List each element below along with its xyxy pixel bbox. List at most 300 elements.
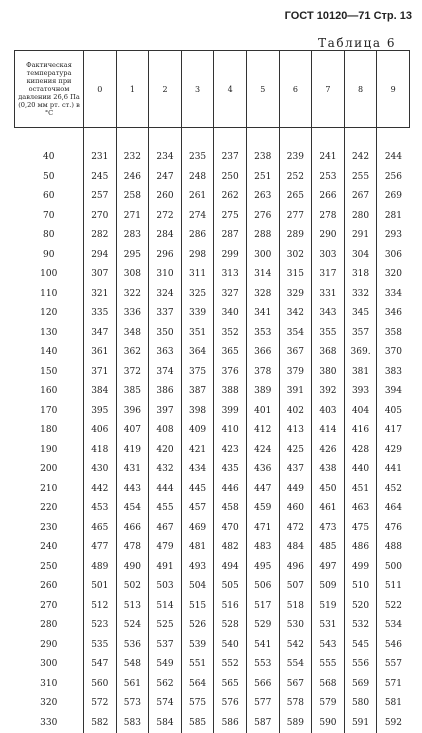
temperature-cell: 50 [43,171,55,182]
value-cell: 261 [181,187,214,207]
value-cell: 239 [279,148,312,168]
value-cell: 526 [181,616,214,636]
temperature-cell: 200 [40,464,58,475]
value-cell: 560 [84,674,117,694]
value-cell: 389 [246,382,279,402]
value-cell: 340 [214,304,247,324]
value-cell: 307 [84,265,117,285]
value-cell: 450 [312,479,345,499]
table-row [15,226,410,246]
value-cell: 412 [246,421,279,441]
value-cell: 589 [279,713,312,733]
value-cell: 556 [344,655,377,675]
value-cell: 267 [344,187,377,207]
table-row [15,557,410,577]
value-cell: 494 [214,557,247,577]
value-cell: 434 [181,460,214,480]
value-cell: 282 [84,226,117,246]
temperature-cell: 220 [40,503,58,514]
table-row [15,167,410,187]
value-cell: 530 [279,616,312,636]
table-row [15,499,410,519]
value-cell: 258 [116,187,149,207]
value-cell: 300 [246,245,279,265]
value-cell: 335 [84,304,117,324]
value-cell: 454 [116,499,149,519]
value-cell: 574 [149,694,182,714]
value-cell: 529 [246,616,279,636]
value-cell: 284 [149,226,182,246]
value-cell: 355 [312,323,345,343]
value-cell: 248 [181,167,214,187]
value-cell: 306 [377,245,410,265]
value-cell: 577 [246,694,279,714]
value-cell: 483 [246,538,279,558]
value-cell: 288 [246,226,279,246]
value-cell: 515 [181,596,214,616]
value-cell: 575 [181,694,214,714]
value-cell: 469 [181,518,214,538]
value-cell: 252 [279,167,312,187]
value-cell: 354 [279,323,312,343]
value-cell: 317 [312,265,345,285]
temperature-cell: 160 [40,386,58,397]
temperature-cell: 270 [40,600,58,611]
temperature-cell: 80 [43,230,55,241]
value-cell: 491 [149,557,182,577]
value-cell: 467 [149,518,182,538]
value-cell: 406 [84,421,117,441]
value-cell: 590 [312,713,345,733]
value-cell: 401 [246,401,279,421]
table-row [15,635,410,655]
value-cell: 357 [344,323,377,343]
value-cell: 537 [149,635,182,655]
value-cell: 295 [116,245,149,265]
value-cell: 423 [214,440,247,460]
value-cell: 573 [116,694,149,714]
column-header-9: 9 [377,51,410,128]
value-cell: 358 [377,323,410,343]
value-cell: 499 [344,557,377,577]
value-cell: 431 [116,460,149,480]
temperature-cell: 170 [40,405,58,416]
value-cell: 572 [84,694,117,714]
value-cell: 381 [344,362,377,382]
temperature-cell: 190 [40,444,58,455]
value-cell: 490 [116,557,149,577]
value-cell: 509 [312,577,345,597]
value-cell: 426 [312,440,345,460]
value-cell: 569 [344,674,377,694]
value-cell: 421 [181,440,214,460]
value-cell: 310 [149,265,182,285]
value-cell: 582 [84,713,117,733]
column-header-3: 3 [181,51,214,128]
value-cell: 370 [377,343,410,363]
value-cell: 514 [149,596,182,616]
table-row [15,245,410,265]
value-cell: 477 [84,538,117,558]
value-cell: 327 [214,284,247,304]
value-cell: 539 [181,635,214,655]
value-cell: 402 [279,401,312,421]
value-cell: 321 [84,284,117,304]
value-cell: 522 [377,596,410,616]
column-header-7: 7 [312,51,345,128]
value-cell: 524 [116,616,149,636]
value-cell: 484 [279,538,312,558]
column-header-2: 2 [149,51,182,128]
table-row [15,674,410,694]
value-cell: 413 [279,421,312,441]
value-cell: 489 [84,557,117,577]
value-cell: 464 [377,499,410,519]
value-cell: 568 [312,674,345,694]
value-cell: 238 [246,148,279,168]
value-cell: 471 [246,518,279,538]
value-cell: 363 [149,343,182,363]
column-header-8: 8 [344,51,377,128]
table-row [15,304,410,324]
value-cell: 502 [116,577,149,597]
value-cell: 553 [246,655,279,675]
value-cell: 543 [312,635,345,655]
value-cell: 476 [377,518,410,538]
value-cell: 438 [312,460,345,480]
value-cell: 497 [312,557,345,577]
value-cell: 504 [181,577,214,597]
value-cell: 369. [344,343,377,363]
value-cell: 332 [344,284,377,304]
value-cell: 546 [377,635,410,655]
value-cell: 241 [312,148,345,168]
value-cell: 255 [344,167,377,187]
value-cell: 396 [116,401,149,421]
column-header-4: 4 [214,51,247,128]
value-cell: 587 [246,713,279,733]
value-cell: 440 [344,460,377,480]
value-cell: 245 [84,167,117,187]
value-cell: 375 [181,362,214,382]
document-header: ГОСТ 10120—71 Стр. 13 [284,10,412,22]
value-cell: 583 [116,713,149,733]
value-cell: 298 [181,245,214,265]
table-row [15,206,410,226]
value-cell: 510 [344,577,377,597]
value-cell: 420 [149,440,182,460]
value-cell: 571 [377,674,410,694]
value-cell: 564 [181,674,214,694]
value-cell: 345 [344,304,377,324]
value-cell: 351 [181,323,214,343]
value-cell: 303 [312,245,345,265]
value-cell: 447 [246,479,279,499]
value-cell: 391 [279,382,312,402]
value-cell: 408 [149,421,182,441]
value-cell: 395 [84,401,117,421]
value-cell: 466 [116,518,149,538]
value-cell: 311 [181,265,214,285]
value-cell: 580 [344,694,377,714]
temperature-cell: 70 [43,210,55,221]
value-cell: 520 [344,596,377,616]
value-cell: 485 [312,538,345,558]
value-cell: 536 [116,635,149,655]
value-cell: 231 [84,148,117,168]
value-cell: 388 [214,382,247,402]
temperature-cell: 260 [40,581,58,592]
value-cell: 337 [149,304,182,324]
table-row [15,382,410,402]
value-cell: 555 [312,655,345,675]
value-cell: 342 [279,304,312,324]
value-cell: 281 [377,206,410,226]
value-cell: 463 [344,499,377,519]
value-cell: 392 [312,382,345,402]
temperature-cell: 150 [40,366,58,377]
value-cell: 545 [344,635,377,655]
value-cell: 475 [344,518,377,538]
value-cell: 592 [377,713,410,733]
value-cell: 591 [344,713,377,733]
temperature-cell: 240 [40,542,58,553]
value-cell: 250 [214,167,247,187]
column-header-5: 5 [246,51,279,128]
column-header-0: 0 [84,51,117,128]
value-cell: 541 [246,635,279,655]
value-cell: 294 [84,245,117,265]
value-cell: 424 [246,440,279,460]
value-cell: 429 [377,440,410,460]
row-header-cell: Фактическая температура кипения при остаточном давлении 26,6 Па (0,20 мм рт. ст.) в °С [15,51,84,128]
value-cell: 291 [344,226,377,246]
value-cell: 364 [181,343,214,363]
table-row [15,460,410,480]
value-cell: 407 [116,421,149,441]
value-cell: 304 [344,245,377,265]
value-cell: 441 [377,460,410,480]
table-row [15,694,410,714]
value-cell: 266 [312,187,345,207]
value-cell: 384 [84,382,117,402]
value-cell: 242 [344,148,377,168]
value-cell: 376 [214,362,247,382]
value-cell: 341 [246,304,279,324]
value-cell: 276 [246,206,279,226]
value-cell: 435 [214,460,247,480]
value-cell: 383 [377,362,410,382]
value-cell: 542 [279,635,312,655]
value-cell: 271 [116,206,149,226]
value-cell: 393 [344,382,377,402]
value-cell: 584 [149,713,182,733]
value-cell: 289 [279,226,312,246]
value-cell: 461 [312,499,345,519]
value-cell: 416 [344,421,377,441]
value-cell: 380 [312,362,345,382]
value-cell: 410 [214,421,247,441]
value-cell: 453 [84,499,117,519]
value-cell: 516 [214,596,247,616]
value-cell: 482 [214,538,247,558]
value-cell: 280 [344,206,377,226]
value-cell: 232 [116,148,149,168]
table-row [15,343,410,363]
value-cell: 452 [377,479,410,499]
value-cell: 460 [279,499,312,519]
table-row [15,187,410,207]
value-cell: 269 [377,187,410,207]
table-row [15,323,410,343]
value-cell: 346 [377,304,410,324]
table-row [15,362,410,382]
temperature-cell: 130 [40,327,58,338]
value-cell: 495 [246,557,279,577]
value-cell: 328 [246,284,279,304]
temperature-cell: 180 [40,425,58,436]
value-cell: 486 [344,538,377,558]
temperature-cell: 330 [40,717,58,728]
temperature-cell: 40 [43,152,55,163]
value-cell: 449 [279,479,312,499]
value-cell: 414 [312,421,345,441]
value-cell: 511 [377,577,410,597]
table-row [15,401,410,421]
value-cell: 246 [116,167,149,187]
value-cell: 561 [116,674,149,694]
value-cell: 451 [344,479,377,499]
value-cell: 322 [116,284,149,304]
value-cell: 576 [214,694,247,714]
value-cell: 265 [279,187,312,207]
value-cell: 523 [84,616,117,636]
value-cell: 293 [377,226,410,246]
temperature-cell: 90 [43,249,55,260]
value-cell: 234 [149,148,182,168]
table-row [15,265,410,285]
value-cell: 348 [116,323,149,343]
value-cell: 430 [84,460,117,480]
boiling-point-table [14,50,410,733]
value-cell: 253 [312,167,345,187]
value-cell: 397 [149,401,182,421]
value-cell: 386 [149,382,182,402]
value-cell: 436 [246,460,279,480]
value-cell: 283 [116,226,149,246]
temperature-cell: 320 [40,698,58,709]
value-cell: 366 [246,343,279,363]
value-cell: 557 [377,655,410,675]
value-cell: 394 [377,382,410,402]
value-cell: 237 [214,148,247,168]
value-cell: 458 [214,499,247,519]
temperature-cell: 100 [40,269,58,280]
value-cell: 385 [116,382,149,402]
value-cell: 372 [116,362,149,382]
value-cell: 235 [181,148,214,168]
value-cell: 274 [181,206,214,226]
value-cell: 579 [312,694,345,714]
temperature-cell: 310 [40,678,58,689]
value-cell: 428 [344,440,377,460]
temperature-cell: 110 [40,288,58,299]
data-table-container [14,50,410,733]
value-cell: 404 [344,401,377,421]
value-cell: 455 [149,499,182,519]
value-cell: 320 [377,265,410,285]
value-cell: 277 [279,206,312,226]
value-cell: 339 [181,304,214,324]
value-cell: 270 [84,206,117,226]
value-cell: 478 [116,538,149,558]
value-cell: 547 [84,655,117,675]
value-cell: 481 [181,538,214,558]
value-cell: 535 [84,635,117,655]
value-cell: 566 [246,674,279,694]
value-cell: 525 [149,616,182,636]
value-cell: 365 [214,343,247,363]
value-cell: 501 [84,577,117,597]
value-cell: 517 [246,596,279,616]
value-cell: 496 [279,557,312,577]
value-cell: 459 [246,499,279,519]
value-cell: 437 [279,460,312,480]
column-header-1: 1 [116,51,149,128]
table-row [15,655,410,675]
value-cell: 308 [116,265,149,285]
table-caption: Таблица 6 [318,36,396,50]
table-row [15,148,410,168]
value-cell: 554 [279,655,312,675]
value-cell: 446 [214,479,247,499]
value-cell: 257 [84,187,117,207]
value-cell: 347 [84,323,117,343]
value-cell: 287 [214,226,247,246]
value-cell: 331 [312,284,345,304]
column-header-6: 6 [279,51,312,128]
value-cell: 379 [279,362,312,382]
value-cell: 286 [181,226,214,246]
value-cell: 534 [377,616,410,636]
table-row [15,440,410,460]
value-cell: 262 [214,187,247,207]
value-cell: 290 [312,226,345,246]
table-row [15,479,410,499]
value-cell: 256 [377,167,410,187]
value-cell: 362 [116,343,149,363]
value-cell: 551 [181,655,214,675]
value-cell: 371 [84,362,117,382]
value-cell: 417 [377,421,410,441]
value-cell: 374 [149,362,182,382]
value-cell: 473 [312,518,345,538]
value-cell: 260 [149,187,182,207]
value-cell: 368 [312,343,345,363]
value-cell: 278 [312,206,345,226]
value-cell: 470 [214,518,247,538]
value-cell: 353 [246,323,279,343]
value-cell: 324 [149,284,182,304]
temperature-cell: 140 [40,347,58,358]
value-cell: 425 [279,440,312,460]
value-cell: 318 [344,265,377,285]
value-cell: 548 [116,655,149,675]
value-cell: 272 [149,206,182,226]
value-cell: 296 [149,245,182,265]
table-row [15,577,410,597]
temperature-cell: 120 [40,308,58,319]
